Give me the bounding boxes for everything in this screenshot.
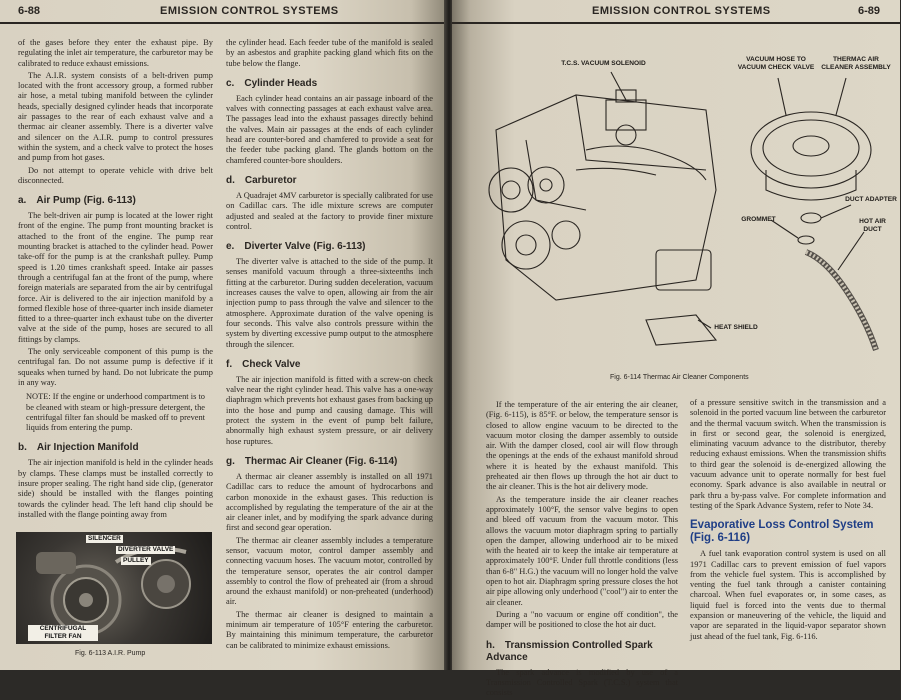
note: NOTE: If the engine or underhood compartment is to be cleaned with steam or high-pressure detergent, the centrifugal filter fan should be masked off to prevent liquids from entering the pump. (26, 392, 205, 433)
callout-silencer: SILENCER (88, 535, 121, 542)
section-heading-carburetor: d. Carburetor (226, 174, 297, 186)
paragraph: The diverter valve is attached to the side of the pump. It senses manifold vacuum through a three-sixteenths inch fitting at the carburetor. During sudden deceleration, vacuum increases causes the valve to open, allowing air from the air injection pump to pass through the valve and silencer to the atmosphere. Approximate duration of the valve opening is four seconds. This valve also controls pressure within the system by diverting excessive pump output to the atmosphere through the silencer. (226, 257, 433, 349)
right-page-title: EMISSION CONTROL SYSTEMS (592, 5, 771, 17)
section-heading-air-pump: a. Air Pump (Fig. 6-113) (18, 195, 136, 207)
paragraph: The air injection manifold is held in the cylinder heads by clamps. These clamps must be installed correctly to insure proper sealing. The right hand side clip, (generator side) should be installed with the flanges pointing towards the cylinder head. The left hand clip should be installed with the flange pointing away from (18, 458, 213, 519)
label-hot-air-duct: HOT AIR DUCT (859, 218, 886, 233)
left-col-2 (226, 38, 433, 653)
paragraph: The thermac air cleaner is designed to maintain a minimum air temperature of 105°F entering the carburetor. By maintaining this minimum temperature, the carburetor can be calibrated to minimize exhaust emissions. (226, 609, 433, 650)
right-col-2 (690, 398, 886, 644)
callout-pulley: PULLEY (123, 557, 149, 564)
section-heading-spark-advance: h. Transmission Controlled Spark Advance (486, 639, 653, 663)
left-page-title: EMISSION CONTROL SYSTEMS (160, 5, 339, 17)
right-page-header (452, 2, 900, 24)
left-page-number: 6-88 (18, 5, 41, 17)
label-duct-adapter: DUCT ADAPTER (845, 196, 897, 203)
left-col-1 (18, 38, 213, 522)
thermac-diagram (466, 40, 897, 370)
engine-line-drawing (466, 40, 891, 370)
section-heading-check-valve: f. Check Valve (226, 358, 301, 370)
paragraph: The spark advance is modified by use of a Transmission Controlled Spark (T.C.S.) system that consists (486, 667, 678, 698)
label-heat-shield: HEAT SHIELD (714, 324, 758, 331)
section-heading-thermac: g. Thermac Air Cleaner (Fig. 6-114) (226, 455, 398, 467)
label-tcs-vacuum-solenoid: T.C.S. VACUUM SOLENOID (561, 60, 646, 67)
paragraph: A fuel tank evaporation control system is used on all 1971 Cadillac cars to prevent emission of fuel vapors from the vehicle fuel system. This is accomplished by venting the fuel tank through a canister containing charcoal. When fuel evaporates or, in some cases, as liquid fuel is forced into the vents due to thermal expansion or maneuvering of the vehicle, the liquid and vapor are separated in the liquid-vapor separator shown just ahead of the fuel tank, Fig. 6-116. (690, 549, 886, 641)
paragraph: The thermac air cleaner assembly includes a temperature sensor, vacuum motor, control damper assembly and connecting vacuum hoses. The vacuum motor, controlled by the temperature sensor, operates the air control damper assembly to control the flow of preheated air (from a shroud around the exhaust manifold) or non-preheated (underhood) air. (226, 535, 433, 607)
section-heading-diverter-valve: e. Diverter Valve (Fig. 6-113) (226, 241, 366, 253)
callout-diverter-valve: DIVERTER VALVE (118, 546, 174, 553)
paragraph: A thermac air cleaner assembly is installed on all 1971 Cadillac cars to reduce the amount of hydrocarbons and carbon monoxide in the exhaust gases. This reduction is accomplished by regulating the temperature of the air at the air cleaner inlet, and by modifying the spark advance during first and second gear operation. (226, 471, 433, 533)
paragraph: the cylinder head. Each feeder tube of the manifold is sealed by an asbestos and graphite packing gland which fits on the tube below the flange. (226, 38, 433, 68)
paragraph: During a "no vacuum or engine off condition", the damper will be positioned to close the hot air duct. (486, 609, 678, 630)
paragraph: The A.I.R. system consists of a belt-driven pump located with the front accessory group, a formed rubber air hose, a metal tubing manifold between the cylinder heads, specially designed cylinder heads that incorporate air passages to the rear of each exhaust valve and a thermac air cleaner assembly. There is a diverter valve and silencer on the A.I.R. pump to control pressures within the system, and a check valve to protect the hoses and pump from hot gases. (18, 70, 213, 163)
paragraph: The belt-driven air pump is located at the lower right front of the engine. The pump front mounting bracket is attached to the front of the engine. The pump rear mounting bracket is attached to the cylinder head. Power take-off for the pump is at the crankshaft pulley. Pump speed is 1.20 times crankshaft speed. Intake air passes through a centrifugal fan at the front of the pump, where foreign materials are separated from the air by centrifugal force. Air is delivered to the air injection manifold by a formed flexible hose of three-quarter inch inside diameter fitted to a three-quarter inch exhaust tube on the diverter valve at the side of the pump, hoses are secured to all fittings by clamps. (18, 211, 213, 344)
section-heading-cylinder-heads: c. Cylinder Heads (226, 77, 318, 89)
paragraph: A Quadrajet 4MV carburetor is specially calibrated for use on Cadillac cars. The idle mixture screws are computer adjusted and sealed at the factory to provide finer mixture control. (226, 190, 433, 231)
callout-centrifugal-filter-fan: CENTRIFUGAL FILTER FAN (28, 625, 98, 641)
left-page (0, 0, 447, 670)
figure-caption-6-114: Fig. 6-114 Thermac Air Cleaner Components (610, 374, 749, 381)
paragraph: If the temperature of the air entering the air cleaner, (Fig. 6-115), is 85°F. or below, the temperature sensor is closed to allow engine vacuum to be directed to the vacuum motor closing the damper assembly to outside air. With the damper closed, cool air will flow through the openings at the ends of the exhaust manifold shroud where it is heated by the exhaust manifold. This preheated air then flows up through the hot air duct to the air cleaner. This is the hot air delivery mode. (486, 400, 678, 492)
label-thermac-assembly: THERMAC AIR CLEANER ASSEMBLY (821, 56, 891, 71)
left-page-header (0, 2, 447, 24)
label-vacuum-hose: VACUUM HOSE TO VACUUM CHECK VALVE (737, 56, 815, 71)
figure-caption-6-113: Fig. 6-113 A.I.R. Pump (75, 650, 146, 657)
paragraph: of a pressure sensitive switch in the transmission and a solenoid in the ported vacuum line between the carburetor and the thermal vacuum switch. When the transmission is in first or second gear, the solenoid is energized, eliminating vacuum advance to the distributor, thereby reducing exhaust emissions. When the transmission shifts to third gear the solenoid is de-energized allowing the vacuum advance unit to operate normally for best fuel economy. Spark advance is also available in neutral or park thru a by-pass valve. For complete information and testing of the Spark Advance System, refer to Note 34. (690, 398, 886, 510)
label-grommet: GROMMET (741, 216, 776, 223)
paragraph: The air injection manifold is fitted with a screw-on check valve near the right cylinder head. This valve has a one-way diaphragm which prevents hot exhaust gases from backing up into the hose and pump and causing damage. This will protect the system in the event of pump belt failure, abnormally high exhaust system pressure, or air delivery hose ruptures. (226, 374, 433, 446)
paragraph: of the gases before they enter the exhaust pipe. By regulating the inlet air temperature, the carburetor may be calibrated to reduce exhaust emissions. (18, 38, 213, 68)
paragraph: As the temperature inside the air cleaner reaches approximately 100°F, the sensor valve begins to open and bleed off vacuum from the vacuum motor. This allows the vacuum motor diaphragm spring to partially open the damper, allowing underhood air to be mixed with the heated air to keep the intake air temperature at approximately 100°F. Under full throttle conditions (less than 6-8" H.G.) the vacuum will no longer hold the valve open to hot air. Diaphragm spring pressure closes the hot air pipe allowing only underhood ("cool") air to enter the air cleaner. (486, 494, 678, 607)
air-pump-photo (16, 532, 212, 644)
paragraph: Do not attempt to operate vehicle with drive belt disconnected. (18, 165, 213, 185)
paragraph: Each cylinder head contains an air passage inboard of the valves with connecting passages at each exhaust valve area. The passages lead into the exhaust passages directly behind the valves. Main air passages at the ends of each cylinder head are counter-bored and chamfered to provide a seat for the feeder tube packing gland. The glands bottom on the chamfered counter-bore shoulders. (226, 93, 433, 165)
paragraph: The only serviceable component of this pump is the centrifugal fan. Do not assume pump is defective if it squeaks when turned by hand. Do not lubricate the pump in any way. (18, 347, 213, 387)
right-page-number: 6-89 (857, 5, 880, 17)
right-page (452, 0, 900, 698)
right-col-1 (486, 400, 678, 700)
section-heading-evaporative-loss: Evaporative Loss Control System (Fig. 6-116) (690, 519, 874, 545)
section-heading-injection-manifold: b. Air Injection Manifold (18, 442, 139, 454)
